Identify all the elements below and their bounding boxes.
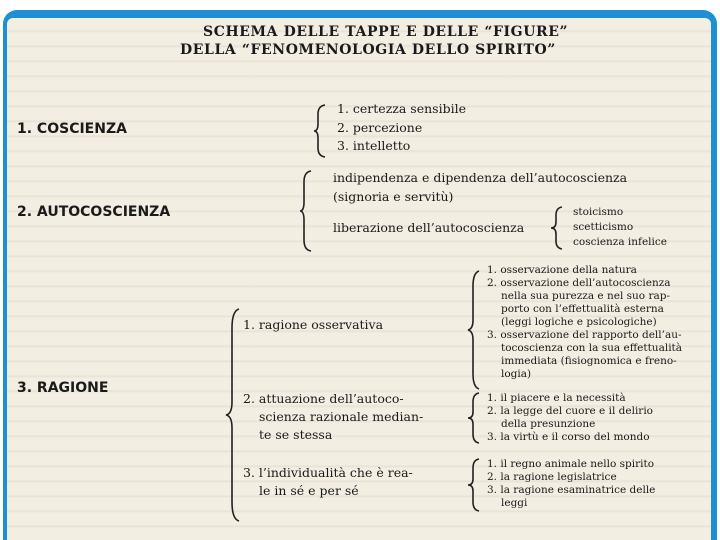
- osservativa-line-2: 2. osservazione dell’autocoscienza: [487, 277, 671, 289]
- individualita-line-1: 1. il regno animale nello spirito: [487, 458, 655, 470]
- item-percezione: 2. percezione: [337, 120, 423, 135]
- individualita-line-2: 2. la ragione legislatrice: [487, 471, 617, 483]
- brace-ragione: [225, 308, 241, 522]
- item-liberazione: liberazione dell’autocoscienza: [333, 220, 525, 235]
- attuazione-line-1: 1. il piacere e la necessità: [487, 392, 626, 404]
- osservativa-line-8: immediata (fisiognomica e freno-: [501, 355, 677, 367]
- title-line-2: DELLA “FENOMENOLOGIA DELLO SPIRITO”: [180, 42, 556, 58]
- brace-liberazione: [550, 206, 564, 250]
- item-certezza: 1. certezza sensibile: [337, 101, 466, 116]
- individualita-line-3: 3. la ragione esaminatrice delle: [487, 484, 656, 496]
- document-page: [7, 18, 711, 540]
- brace-autocoscienza: [299, 170, 313, 252]
- section-coscienza: 1. COSCIENZA: [17, 121, 127, 137]
- individualita-line-4: leggi: [501, 497, 528, 509]
- brace-individualita: [467, 458, 481, 512]
- attuazione-heading-line-1: 2. attuazione dell’autoco-: [243, 391, 404, 406]
- osservativa-line-7: tocoscienza con la sua effettualità: [501, 342, 683, 354]
- attuazione-heading-line-2: scienza razionale median-: [259, 409, 424, 424]
- item-intelletto: 3. intelletto: [337, 138, 411, 153]
- attuazione-line-4: 3. la virtù e il corso del mondo: [487, 431, 650, 443]
- brace-coscienza: [313, 104, 327, 158]
- item-indipendenza: indipendenza e dipendenza dell’autocoscienza: [333, 170, 628, 185]
- brace-attuazione: [467, 392, 481, 444]
- title-line-1: SCHEMA DELLE TAPPE E DELLE “FIGURE”: [203, 24, 569, 40]
- subitem-coscienza-infelice: coscienza infelice: [573, 236, 667, 248]
- attuazione-heading-line-3: te se stessa: [259, 427, 333, 442]
- subitem-scetticismo: scetticismo: [573, 221, 634, 233]
- section-autocoscienza: 2. AUTOCOSCIENZA: [17, 204, 171, 220]
- osservativa-line-4: porto con l’effettualità esterna: [501, 303, 664, 315]
- individualita-heading-line-2: le in sé e per sé: [259, 483, 359, 498]
- item-signoria: (signoria e servitù): [333, 189, 454, 204]
- individualita-heading-line-1: 3. l’individualità che è rea-: [243, 465, 413, 480]
- section-ragione: 3. RAGIONE: [17, 380, 109, 396]
- attuazione-line-3: della presunzione: [501, 418, 596, 430]
- osservativa-line-5: (leggi logiche e psicologiche): [501, 316, 657, 328]
- osservativa-line-9: logia): [501, 368, 532, 380]
- subitem-stoicismo: stoicismo: [573, 206, 624, 218]
- osservativa-line-3: nella sua purezza e nel suo rap-: [501, 290, 670, 302]
- ragione-osservativa-heading: 1. ragione osservativa: [243, 317, 384, 332]
- brace-ragione-osservativa: [467, 270, 481, 390]
- osservativa-line-1: 1. osservazione della natura: [487, 264, 637, 276]
- attuazione-line-2: 2. la legge del cuore e il delirio: [487, 405, 654, 417]
- osservativa-line-6: 3. osservazione del rapporto dell’au-: [487, 329, 682, 341]
